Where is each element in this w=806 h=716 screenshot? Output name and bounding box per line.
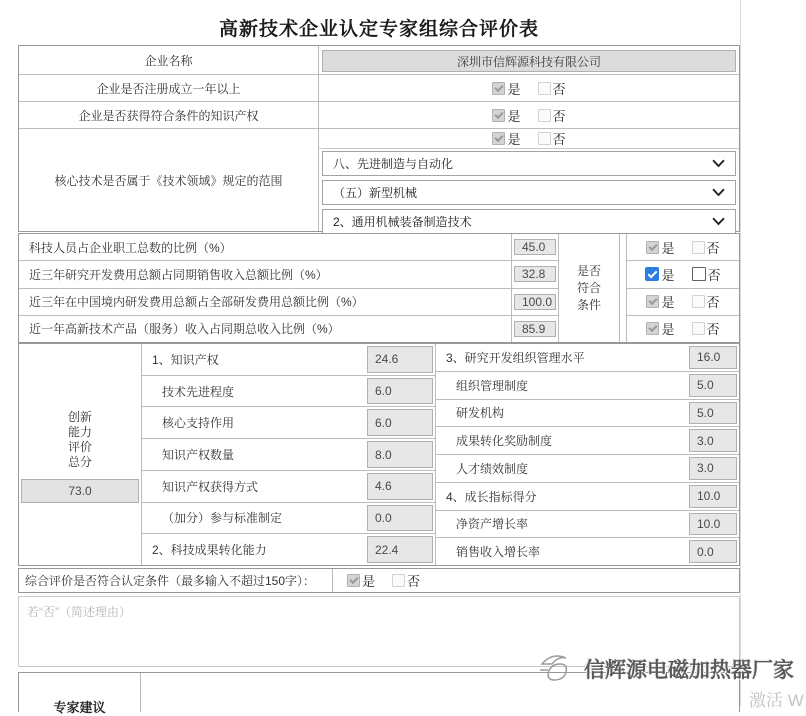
- overall-evaluation-row: [18, 568, 740, 593]
- yes-label: 是: [661, 322, 675, 338]
- no-label: 否: [706, 322, 720, 338]
- no-checkbox[interactable]: [392, 574, 405, 587]
- score-value: 10.0: [689, 485, 737, 508]
- score-label: 2、科技成果转化能力: [152, 543, 267, 558]
- no-checkbox[interactable]: [692, 241, 705, 254]
- yes-label: 是: [507, 132, 521, 147]
- overall-yes-no-group: [347, 571, 420, 590]
- page-title: 高新技术企业认定专家组综合评价表: [218, 19, 539, 40]
- score-label: 4、成长指标得分: [446, 489, 537, 504]
- ratio-row-label: 近三年在中国境内研发费用总额占全部研发费用总额比例（%）: [19, 288, 511, 315]
- chevron-down-icon: [712, 188, 725, 197]
- no-checkbox[interactable]: [692, 322, 705, 335]
- yes-checkbox[interactable]: [646, 322, 659, 335]
- tech-field-yes-no-group: [492, 129, 565, 148]
- score-value: 4.6: [367, 473, 433, 500]
- tech-field-label: 核心技术是否属于《技术领域》规定的范围: [19, 129, 319, 231]
- score-label: 1、知识产权: [152, 352, 219, 367]
- page-right-border: [740, 0, 741, 706]
- no-label: 否: [552, 81, 566, 97]
- score-value: 6.0: [367, 409, 433, 436]
- ip-yes-no-group: [492, 106, 565, 125]
- yes-label: 是: [661, 267, 675, 283]
- yes-label: 是: [507, 81, 521, 97]
- no-checkbox[interactable]: [538, 132, 551, 145]
- yes-checkbox[interactable]: [646, 295, 659, 308]
- ratio-value: 45.0: [514, 239, 556, 255]
- score-label: 知识产权数量: [162, 448, 235, 463]
- expert-advice-label-cell: [19, 673, 141, 715]
- no-label: 否: [706, 240, 720, 256]
- score-value: 8.0: [367, 441, 433, 468]
- score-value: 24.6: [367, 346, 433, 373]
- ratio-value: 32.8: [514, 266, 556, 282]
- score-value: 22.4: [367, 536, 433, 563]
- score-value: 10.0: [689, 513, 737, 536]
- ratio-row-label: 近三年研究开发费用总额占同期销售收入总额比例（%）: [19, 260, 511, 287]
- yes-checkbox[interactable]: [646, 241, 659, 254]
- expert-advice-table: [18, 672, 740, 715]
- score-value: 5.0: [689, 402, 737, 425]
- ratio-yes-no-group: [646, 292, 719, 311]
- overall-evaluation-label: 综合评价是否符合认定条件（最多输入不超过150字）：: [19, 569, 333, 592]
- ratio-yes-no-group: [646, 238, 719, 257]
- no-checkbox[interactable]: [538, 109, 551, 122]
- total-score-value: 73.0: [21, 479, 139, 503]
- yes-checkbox[interactable]: [347, 574, 360, 587]
- no-checkbox[interactable]: [692, 267, 706, 281]
- yes-checkbox-checked[interactable]: [645, 267, 659, 281]
- os-activation-watermark: 激活 W: [749, 691, 804, 710]
- score-value: 5.0: [689, 374, 737, 397]
- score-value: 6.0: [367, 378, 433, 405]
- company-name-label: 企业名称: [19, 46, 319, 74]
- select-value: （五）新型机械: [333, 186, 418, 200]
- score-label: 人才绩效制度: [456, 461, 529, 476]
- condition-header: 是否 符合 条件: [576, 263, 601, 312]
- yes-checkbox[interactable]: [492, 82, 505, 95]
- score-label: 销售收入增长率: [456, 545, 541, 560]
- yes-label: 是: [362, 574, 376, 589]
- expert-advice-content-cell[interactable]: [141, 673, 739, 712]
- no-checkbox[interactable]: [538, 82, 551, 95]
- ratio-yes-no-group: [646, 319, 719, 338]
- no-label: 否: [552, 108, 566, 124]
- reason-textarea[interactable]: [18, 596, 740, 667]
- select-value: 八、先进制造与自动化: [333, 157, 454, 171]
- ratio-row-label: 科技人员占企业职工总数的比例（%）: [29, 240, 232, 255]
- score-value: 0.0: [689, 540, 737, 563]
- company-name-field: 深圳市信辉源科技有限公司: [322, 50, 736, 72]
- score-value: 3.0: [689, 429, 737, 452]
- tech-field-select-level3[interactable]: [322, 209, 736, 234]
- no-label: 否: [552, 132, 566, 147]
- ratio-row-label: 近一年高新技术产品（服务）收入占同期总收入比例（%）: [19, 315, 511, 342]
- basic-info-table: [18, 45, 740, 232]
- chevron-down-icon: [712, 217, 725, 226]
- no-label: 否: [707, 267, 721, 283]
- yes-label: 是: [661, 295, 675, 311]
- chevron-down-icon: [712, 159, 725, 168]
- yes-checkbox[interactable]: [492, 132, 505, 145]
- score-label: 净资产增长率: [456, 517, 529, 532]
- score-label: 研发机构: [456, 406, 505, 421]
- yes-label: 是: [507, 108, 521, 124]
- total-score-cell: [19, 344, 142, 565]
- score-label: 成果转化奖励制度: [456, 434, 553, 449]
- tech-field-select-level1[interactable]: [322, 151, 736, 176]
- score-table: [18, 343, 740, 566]
- no-label: 否: [706, 295, 720, 311]
- watermark-text: 信辉源电磁加热器厂家: [584, 659, 794, 682]
- select-value: 2、通用机械装备制造技术: [333, 215, 472, 229]
- score-value: 0.0: [367, 505, 433, 532]
- score-label: 3、研究开发组织管理水平: [446, 350, 585, 365]
- ratio-value: 100.0: [514, 294, 556, 310]
- score-value: 3.0: [689, 457, 737, 480]
- yes-label: 是: [661, 240, 675, 256]
- ratio-yes-no-group-active: [645, 265, 720, 284]
- registered-yes-no-group: [492, 79, 565, 98]
- score-label: （加分）参与标准制定: [162, 511, 283, 526]
- ratio-value: 85.9: [514, 321, 556, 337]
- ratio-table: [18, 233, 740, 343]
- score-value: 16.0: [689, 346, 737, 369]
- score-label: 组织管理制度: [456, 378, 529, 393]
- total-score-label: 创新 能力 评价 总分: [67, 410, 92, 469]
- score-label: 核心支持作用: [162, 416, 235, 431]
- question-registered-label: 企业是否注册成立一年以上: [19, 75, 319, 101]
- no-checkbox[interactable]: [692, 295, 705, 308]
- no-label: 否: [407, 574, 421, 589]
- expert-advice-label: 专家建议: [53, 700, 106, 715]
- question-ip-label: 企业是否获得符合条件的知识产权: [19, 102, 319, 128]
- yes-checkbox[interactable]: [492, 109, 505, 122]
- score-label: 技术先进程度: [162, 384, 235, 399]
- score-label: 知识产权获得方式: [162, 479, 259, 494]
- tech-field-select-level2[interactable]: [322, 180, 736, 205]
